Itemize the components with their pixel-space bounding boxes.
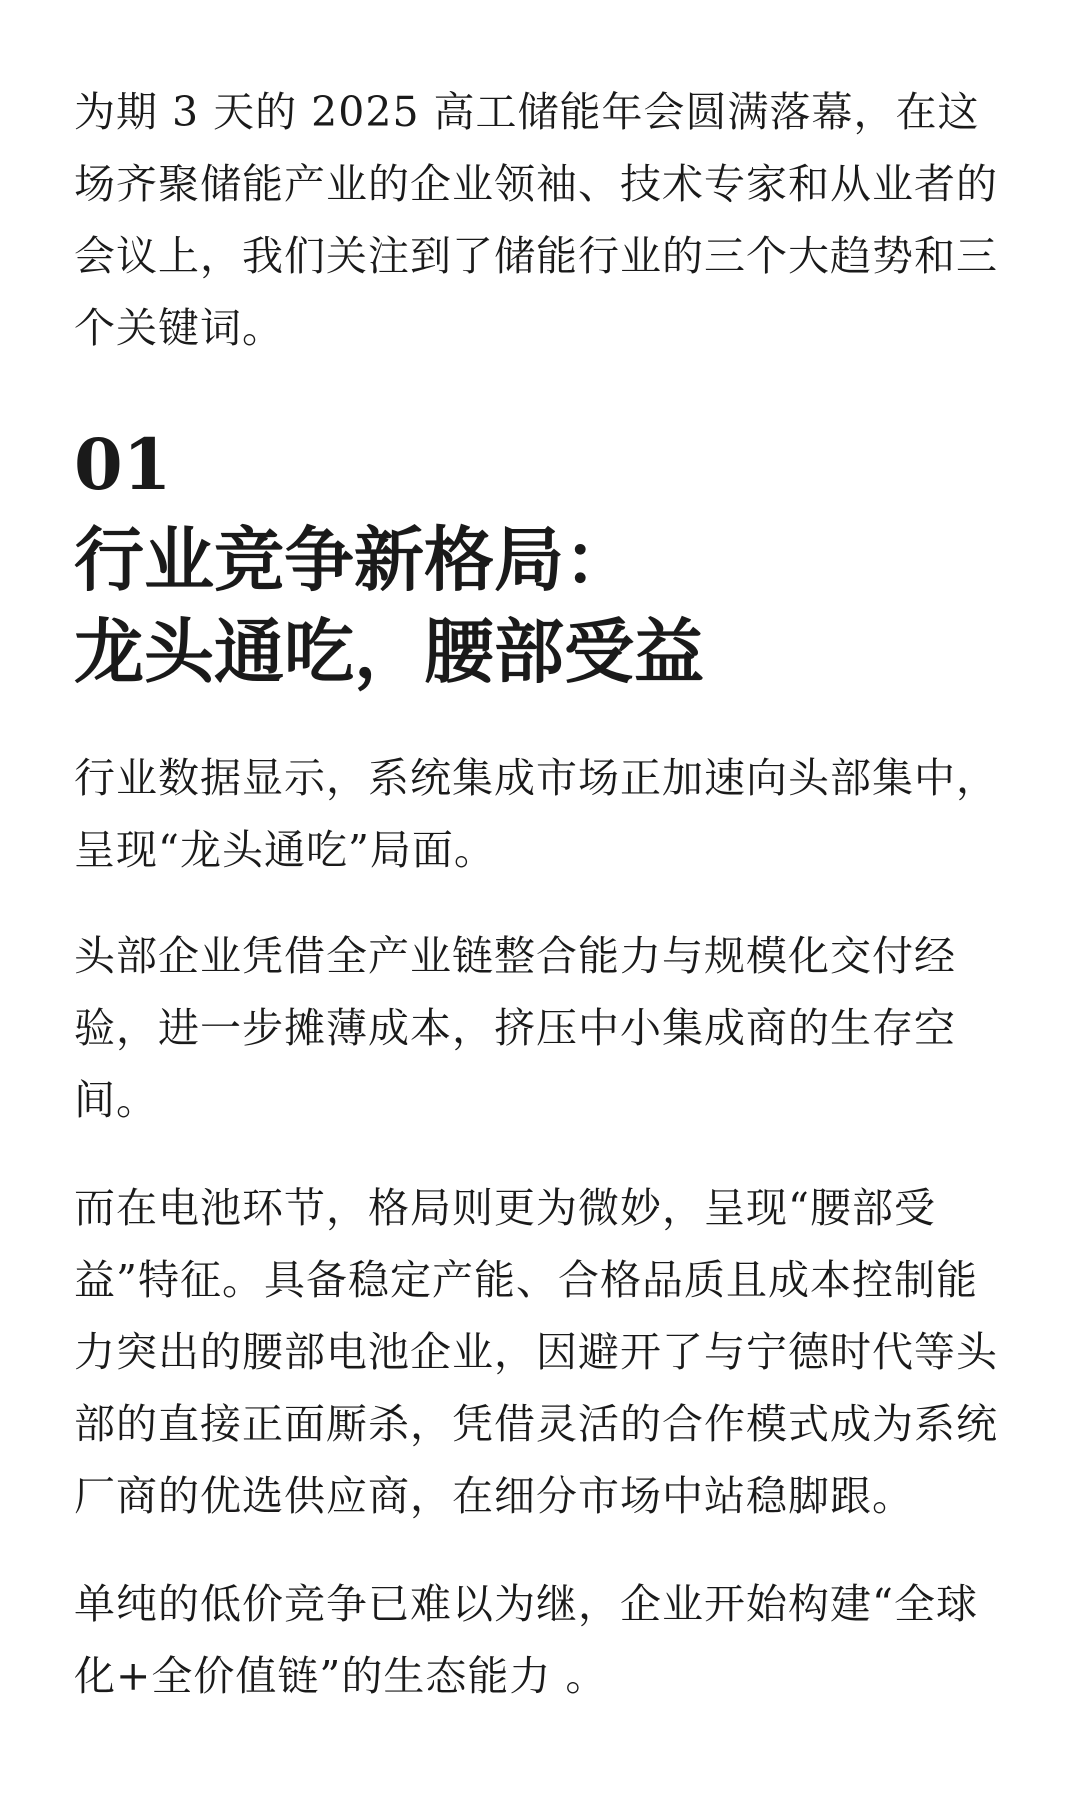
section-title-line-2: 龙头通吃，腰部受益 bbox=[74, 610, 704, 693]
section-title-line-1: 行业竞争新格局： bbox=[74, 518, 634, 601]
section-number: 01 bbox=[74, 423, 172, 506]
paragraph-ecosystem: 单纯的低价竞争已难以为继，企业开始构建“全球化+全价值链”的生态能力 。 bbox=[74, 1580, 978, 1700]
paragraph-battery-segment: 而在电池环节，格局则更为微妙，呈现“腰部受益”特征。具备稳定产能、合格品质且成本控制能力突出的腰部电池企业，因避开了与宁德时代等头部的直接正面厮杀，凭借灵活的合作模式成为系统厂商的优选供应商，在细分市场中站稳脚跟。 bbox=[74, 1184, 998, 1520]
paragraph-concentration: 行业数据显示，系统集成市场正加速向头部集中，呈现“龙头通吃”局面。 bbox=[74, 754, 998, 874]
intro-paragraph: 为期 3 天的 2025 高工储能年会圆满落幕，在这场齐聚储能产业的企业领袖、技术专家和从业者的会议上，我们关注到了储能行业的三个大趋势和三个关键词。 bbox=[74, 88, 998, 352]
section-title bbox=[74, 514, 1000, 698]
paragraph-leading-companies: 头部企业凭借全产业链整合能力与规模化交付经验，进一步摊薄成本，挤压中小集成商的生存空间。 bbox=[74, 932, 956, 1124]
